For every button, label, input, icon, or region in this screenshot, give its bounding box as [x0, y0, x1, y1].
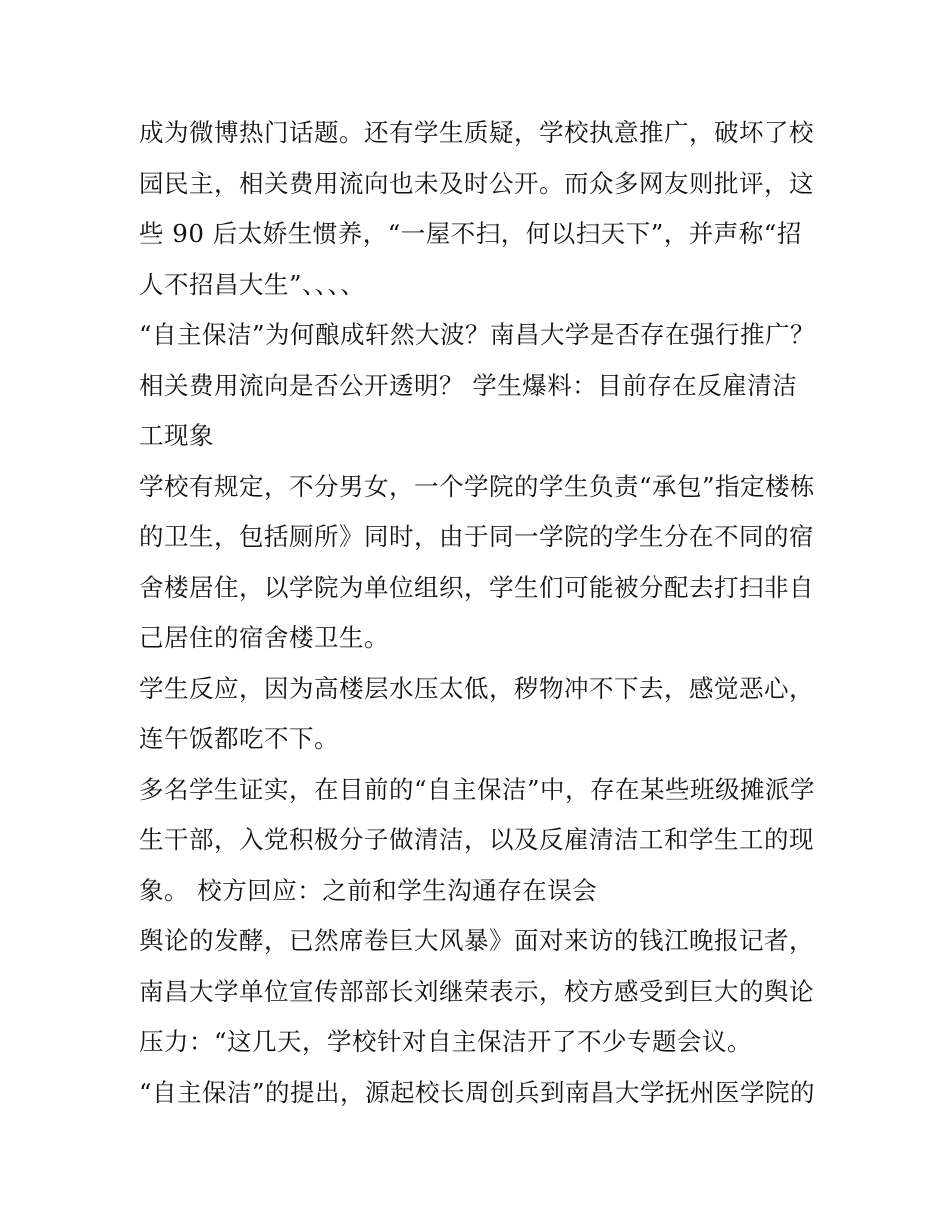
paragraph-5: 多名学生证实，在目前的“自主保洁”中，存在某些班级摊派学生干部，入党积极分子做清洁，以及反雇清洁工和学生工的现象。 校方回应：之前和学生沟通存在误会: [139, 774, 816, 905]
paragraph-1: 成为微博热门话题。还有学生质疑，学校执意推广，破坏了校园民主，相关费用流向也未及时公开。而众多网友则批评，这些 90 后太娇生惯养，“一屋不扫，何以扫天下”，并声称“招人不招昌大生”、、、、: [139, 118, 814, 299]
paragraph-2: “自主保洁”为何酿成轩然大波？南昌大学是否存在强行推广？相关费用流向是否公开透明？ 学生爆料：目前存在反雇清洁工现象: [139, 320, 816, 450]
document-page: [139, 108, 819, 1118]
paragraph-6: 舆论的发酵，已然席卷巨大风暴》面对来访的钱江晚报记者，南昌大学单位宣传部部长刘继荣表示，校方感受到巨大的舆论压力：“这几天，学校针对自主保洁开了不少专题会议。: [139, 926, 814, 1056]
paragraph-4: 学生反应，因为高楼层水压太低，秽物冲不下去，感觉恶心，连午饭都吃不下。: [139, 673, 814, 753]
paragraph-7: “自主保洁”的提出，源起校长周创兵到南昌大学抚州医学院的: [139, 1077, 816, 1107]
paragraph-3: 学校有规定，不分男女，一个学院的学生负责“承包”指定楼栋的卫生，包括厕所》同时，由于同一学院的学生分在不同的宿舍楼居住，以学院为单位组织，学生们可能被分配去打扫非自己居住的宿舍楼卫生。: [139, 471, 816, 652]
